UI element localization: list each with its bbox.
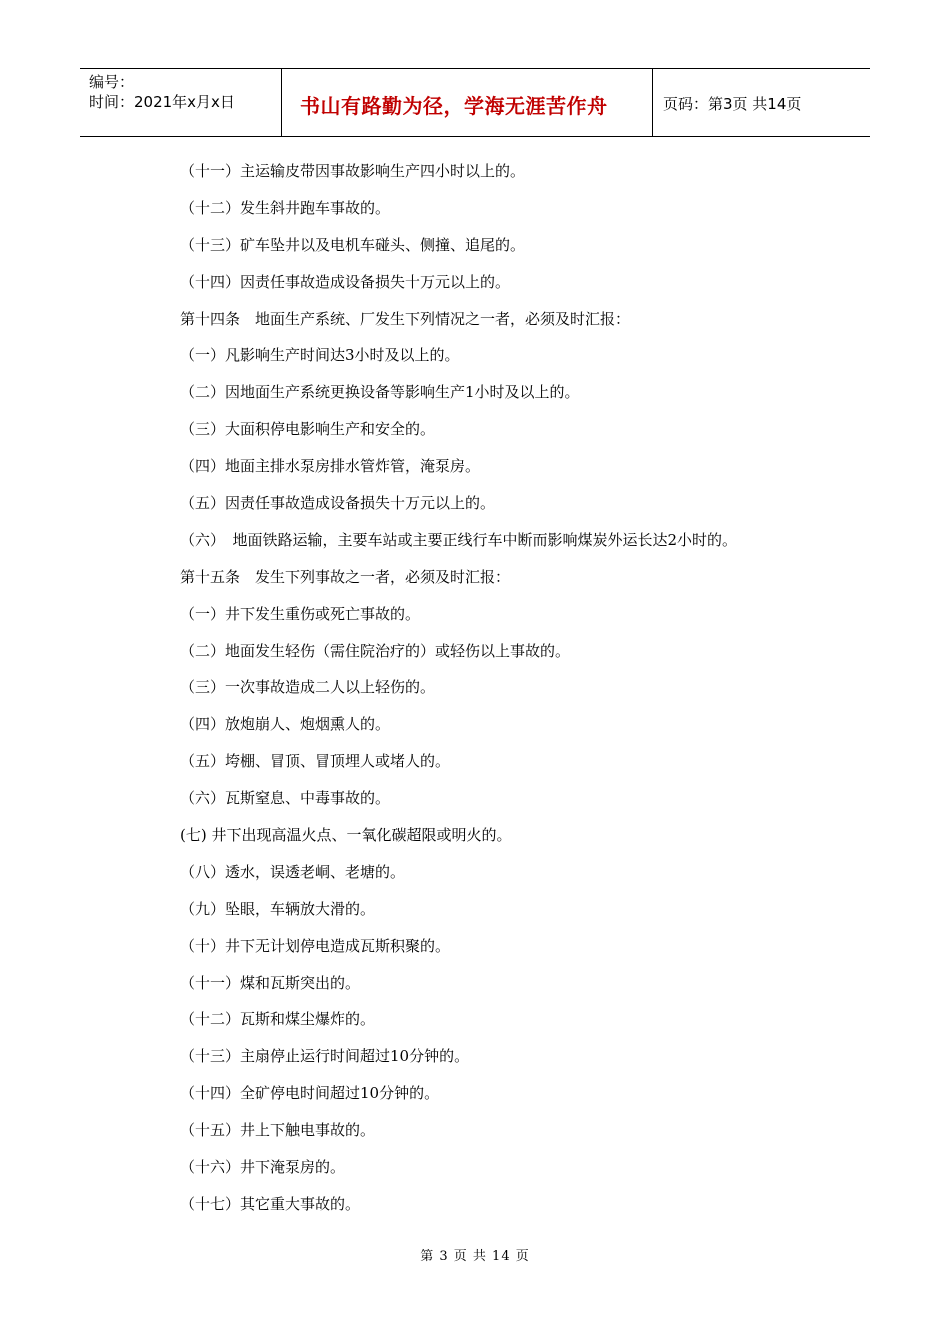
document-line: （十二）瓦斯和煤尘爆炸的。 bbox=[180, 1010, 376, 1029]
document-line: （十六）井下淹泵房的。 bbox=[180, 1158, 346, 1177]
document-line: （十四）因责任事故造成设备损失十万元以上的。 bbox=[180, 272, 511, 291]
document-line: （十四）全矿停电时间超过10分钟的。 bbox=[180, 1084, 440, 1103]
header-meta-cell bbox=[80, 69, 282, 136]
header-motto: 书山有路勤为径，学海无涯苦作舟 bbox=[300, 94, 608, 118]
document-line: （十一）煤和瓦斯突出的。 bbox=[180, 973, 361, 992]
header-motto-cell bbox=[282, 69, 653, 136]
article-heading: 第十四条 地面生产系统、厂发生下列情况之一者，必须及时汇报： bbox=[180, 309, 631, 328]
document-line: （九）坠眼，车辆放大滑的。 bbox=[180, 899, 376, 918]
document-line: （一）井下发生重伤或死亡事故的。 bbox=[180, 604, 421, 623]
document-line: （三）大面积停电影响生产和安全的。 bbox=[180, 420, 436, 439]
page-footer: 第 3 页 共 14 页 bbox=[420, 1249, 530, 1264]
document-line: （十三）矿车坠井以及电机车碰头、侧撞、追尾的。 bbox=[180, 235, 526, 254]
document-line: （六）瓦斯窒息、中毒事故的。 bbox=[180, 789, 391, 808]
document-line: （四）地面主排水泵房排水管炸管，淹泵房。 bbox=[180, 457, 481, 476]
document-line: （一）凡影响生产时间达3小时及以上的。 bbox=[180, 346, 460, 365]
document-line: （十五）井上下触电事故的。 bbox=[180, 1121, 376, 1140]
article-heading: 第十五条 发生下列事故之一者，必须及时汇报： bbox=[180, 567, 511, 586]
document-line: （四）放炮崩人、炮烟熏人的。 bbox=[180, 715, 391, 734]
document-line: （五）因责任事故造成设备损失十万元以上的。 bbox=[180, 494, 496, 513]
document-line: （十二）发生斜井跑车事故的。 bbox=[180, 198, 391, 217]
date-label: 时间：2021年x月x日 bbox=[89, 93, 235, 111]
document-line: （十七）其它重大事故的。 bbox=[180, 1194, 361, 1213]
document-line: （二）地面发生轻伤（需住院治疗的）或轻伤以上事故的。 bbox=[180, 641, 571, 660]
document-line: （十）井下无计划停电造成瓦斯积聚的。 bbox=[180, 936, 451, 955]
document-line: （十三）主扇停止运行时间超过10分钟的。 bbox=[180, 1047, 470, 1066]
serial-number-label: 编号： bbox=[89, 73, 135, 91]
page-header bbox=[80, 68, 870, 137]
document-line: （二）因地面生产系统更换设备等影响生产1小时及以上的。 bbox=[180, 383, 580, 402]
document-line: （五）垮棚、冒顶、冒顶埋人或堵人的。 bbox=[180, 752, 451, 771]
document-line: （十一）主运输皮带因事故影响生产四小时以上的。 bbox=[180, 162, 526, 180]
header-page-info: 页码：第3页 共14页 bbox=[663, 95, 802, 113]
document-body bbox=[180, 160, 880, 1230]
document-line: (七) 井下出现高温火点、一氧化碳超限或明火的。 bbox=[180, 826, 512, 845]
document-line: （六） 地面铁路运输，主要车站或主要正线行车中断而影响煤炭外运长达2小时的。 bbox=[180, 530, 738, 549]
document-line: （三）一次事故造成二人以上轻伤的。 bbox=[180, 678, 436, 697]
document-line: （八）透水，误透老峒、老塘的。 bbox=[180, 862, 406, 881]
